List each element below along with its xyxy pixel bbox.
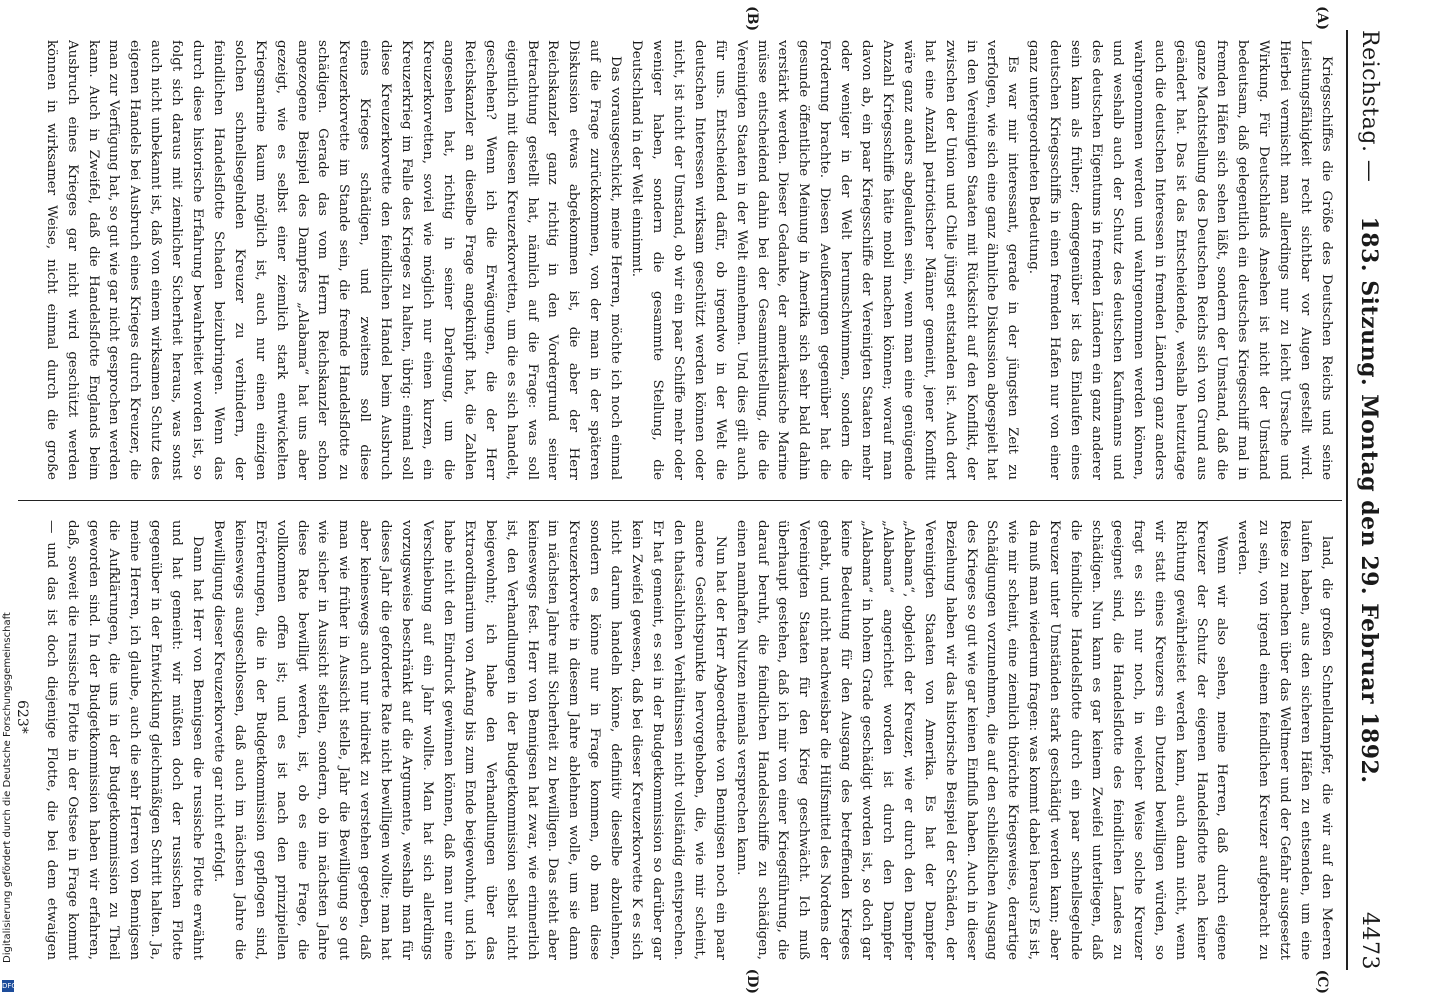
header-left: Reichstag. — bbox=[1357, 30, 1382, 183]
margin-marker-b: (B) bbox=[744, 6, 760, 32]
right-column bbox=[40, 520, 1336, 960]
margin-marker-c: (C) bbox=[1314, 969, 1330, 994]
margin-marker-a: (A) bbox=[1314, 6, 1330, 31]
page-number: 4473 bbox=[1357, 912, 1382, 970]
left-paragraph-3: Das vorausgeschickt, meine Herren, möchte ich noch einmal auf die Frage zurückkommen, von der man in der späteren Diskussion etwas abgekommen ist, die aber der Herr Reichskanzler ganz richtig in den Vordergrund seiner Betrachtung gestellt hat, nämlich auf die Frage: was soll eigentlich mit diesen Kreuzerkorvetten, um die es sich handelt, geschehen? Wenn ich die Erwägungen, die der Herr Reichskanzler an dieselbe Frage angeknüpft hat, die Zahlen angesehen hat, richtig in seiner Darlegung, um die Kreuzerkorvetten, soviel wie möglich nur einen kurzen, ein Kreuzerkrieg im Falle des Krieges zu halten, übrig: einmal soll diese Kreuzerkorvette den feindlichen Handel beim Ausbruch eines Krieges schädigen, und zweitens soll diese Kreuzerkorvette im Stande sein, die fremde Handelsflotte zu schädigen. Gerade das vom Herrn Reichskanzler schon angezogene Beispiel des Dampfers „Alabama“ hat uns aber gezeigt, wie es selbst einer ziemlich stark entwickelten Kriegsmarine kaum möglich ist, auch nur einen einzigen solchen schnellsegelnden Kreuzer zu verhindern, der feindlichen Handelsflotte Schaden beizubringen. Wenn das durch diese historische Erfahrung bewahrheitet worden ist, so folgt sich daraus mit ziemlicher Sicherheit heraus, was sonst auch nicht unbekannt ist, daß von einem wirksamen Schutz des eigenen Handels bei Ausbruch eines Krieges durch Kreuzer, die man zur Verfügung hat, so gut wie gar nicht gesprochen werden kann. Auch in Zweifel, daß die Handelsflotte Englands beim Ausbruch eines Krieges gar nicht wird geschützt werden können in wirksamer Weise, nicht einmal durch die große bbox=[43, 40, 624, 480]
page-header bbox=[1346, 30, 1386, 970]
header-rule bbox=[1346, 30, 1348, 970]
left-paragraph-2: Es war mir interessant, gerade in der jüngsten Zeit zu verfolgen, wie sich eine ganz ähnliche Diskussion abgespielt hat in den Vereinigten Staaten mit Rücksicht auf den Konflikt, der zwischen der Union und Chile jüngst entstanden ist. Auch dort hat eine Anzahl patriotischer Männer gemeint, jener Konflitt wäre ganz anders abgelaufen sein, wenn man eine genügende Anzahl Kriegsschiffe hätte mobil machen können; worauf man davon ab, ein paar Kriegsschiffe der Vereinigten Staaten mehr oder weniger in der Welt herumschwimmen, sondern die Forderung brachte. Diesen Aeußerungen gegenüber hat die gesunde öffentliche Meinung in Amerika sich sehr bald dahin verstärkt werden. Dieser Gedanke, der amerikanische Marine müsse entscheidend dahin bei der Gesammtstellung, die die Vereinigten Staaten in der Welt einnehmen. Und dies gilt auch für uns. Entscheidend dafür, ob irgendwo in der Welt die deutschen Interessen wirksam geschützt werden können oder nicht, ist nicht der Umstand, ob wir ein paar Schiffe mehr oder weniger haben, sondern die gesammte Stellung, die Deutschland in der Welt einnimmt. bbox=[629, 40, 1021, 480]
left-paragraph-1: Kriegsschiffes die Größe des Deutschen Reichs und seine Leistungsfähigkeit recht sichtbar vor Augen gestellt wird. Hierbei vermischt man allerdings nur zu leicht Ursache und Wirkung. Für Deutschlands Ansehen ist nicht der Umstand bedeutsam, daß gelegentlich ein deutsches Kriegsschiff mal in fremden Häfen sich sehen läßt, sondern der Umstand, daß die ganze Machtstellung des Deutschen Reichs sich von Grund aus geändert hat. Das ist das Entscheidende, weshalb heutzutage auch die deutschen Interessen in fremden Ländern ganz anders wahrgenommen werden und wahrgenommen werden können, und weshalb auch der Schutz des deutschen Kaufmanns und des deutschen Eigentums in fremden Ländern ein ganz anderer sein kann als früher; demgegenüber ist das Einlaufen eines deutschen Kriegsschiffs in einen fremden Hafen nur von einer ganz untergeordneten Bedeutung. bbox=[1026, 40, 1334, 480]
right-paragraph-3: Nun hat der Herr Abgeordnete von Bennigsen noch ein paar andere Gesichtspunkte hervorgehoben, die, wie mir scheint, den thatsächlichen Verhältnissen nicht vollständig entsprechen. Er hat gemeint, es sei in der Budgetkommission so darüber gar kein Zweifel gewesen, daß bei dieser Kreuzerkorvette K es sich nicht darum handeln könne, definitiv dieselbe abzulehnen, sondern es könne nur in Frage kommen, ob man diese Kreuzerkorvette in diesem Jahre ablehnen wolle, um sie dann im nächsten Jahre mit Sicherheit zu bewilligen. Das steht aber keineswegs fest. Herr von Bennigsen hat zwar, wie erinnerlich ist, den Verhandlungen in der Budgetkommission selbst nicht beigewohnt; ich habe den Verhandlungen über das Extraordinarium von Anfang bis zum Ende beigewohnt, und ich habe nicht den Eindruck gewinnen können, daß man nur eine Verschiebung auf ein Jahr wollte. Man hat sich allerdings vorzugsweise beschränkt auf die Argumente, weshalb man für dieses Jahr die geforderte Rate nicht bewilligen wollte; man hat aber keineswegs auch nur indirekt zu verstehen gegeben, daß man wie früher in Aussicht stelle, Jahr die Bewilligung so gut wie sicher in Aussicht stellen, sondern, ob im nächsten Jahre diese Rate bewilligt werden, ist, ob es eine Frage, die vollkommen offen ist; und es ist nach den prinzipiellen Erörterungen, die in der Budgetkommission gepflogen sind, keineswegs ausgeschlossen, daß auch im nächsten Jahre die Bewilligung dieser Kreuzerkorvette gar nicht erfolgt. bbox=[210, 520, 728, 960]
credit-strip bbox=[2, 372, 16, 992]
right-paragraph-4: Dann hat Herr von Bennigsen die russische Flotte erwähnt und hat gemeint: wir müßten doch der russischen Flotte gegenüber in der Entwicklung gleichmäßigen Schritt halten. Ja, meine Herren, ich glaube, auch die sehr Herren von Bennigsen die Aufklärungen, die uns in der Budgetkommission zu Theil geworden sind. In der Budgetkommission haben wir erfahren, daß, soweit die russische Flotte in der Ostsee in Frage kommt — und das ist doch diejenige Flotte, die bei dem etwaigen bbox=[43, 520, 206, 960]
right-paragraph-2: Wenn wir also sehen, meine Herren, daß durch eigene Kreuzer der Schutz der eigenen Handelsflotte nach keiner Richtung gewährleistet werden kann, auch dann nicht, wenn wir statt eines Kreuzers ein Dutzend bewilligen würden, so fragt es sich nur noch, in welcher Weise solche Kreuzer geeignet sind, die Handelsflotte des feindlichen Landes zu schädigen. Nun kann es gar keinem Zweifel unterliegen, daß die feindliche Handelsflotte durch ein paar schnellsegelnde Kreuzer unter Umständen stark geschädigt werden kann; aber da muß man wiederum fragen: was kommt dabei heraus? Es ist, wie mir scheint, eine ziemlich thörichte Kriegsweise, derartige Schädigungen vorzunehmen, die auf den schließlichen Ausgang des Krieges so gut wie gar keinen Einfluß haben. Auch in dieser Beziehung haben wir das historische Beispiel der Schäden, der Vereinigten Staaten von Amerika. Es hat der Dampfer „Alabama“, obgleich der Kreuzer, wie er durch den Dampfer „Alabama“ angerichtet worden ist durch den Dampfer „Alabama“ in hohem Grade geschädigt worden ist, so doch gar keine Bedeutung für den Ausgang des betreffenden Krieges gehabt, und nicht nachweisbar die Hülfsmittel des Nordens der Vereinigten Staaten für den Krieg geschwächt. Ich muß überhaupt gestehen, daß ich mir von einer Kriegsführung, die darauf beruht, die feindlichen Handelsschiffe zu schädigen, einen namhaften Nutzen niemals versprechen kann. bbox=[733, 520, 1230, 960]
margin-marker-d: (D) bbox=[744, 968, 760, 994]
header-title: 183. Sitzung. Montag den 29. Februar 1892. bbox=[1356, 216, 1382, 784]
right-paragraph-1: land, die großen Schnelldampfer, die wir auf den Meeren laufen haben, aus den sicheren Häfen zu entsenden, um eine Reise zu machen über das Weltmeer und der Gefahr ausgesetzt zu sein, von irgend einem feindlichen Kreuzer aufgebracht zu werden. bbox=[1235, 520, 1334, 960]
column-divider bbox=[18, 500, 1342, 501]
dfg-logo-icon: DFG bbox=[2, 982, 17, 990]
left-column bbox=[40, 40, 1336, 480]
page-footer-mark: 623* bbox=[14, 700, 30, 734]
credit-text: Digitalisierung gefördert durch die Deutsche Forschungsgemeinschaft bbox=[2, 612, 13, 963]
